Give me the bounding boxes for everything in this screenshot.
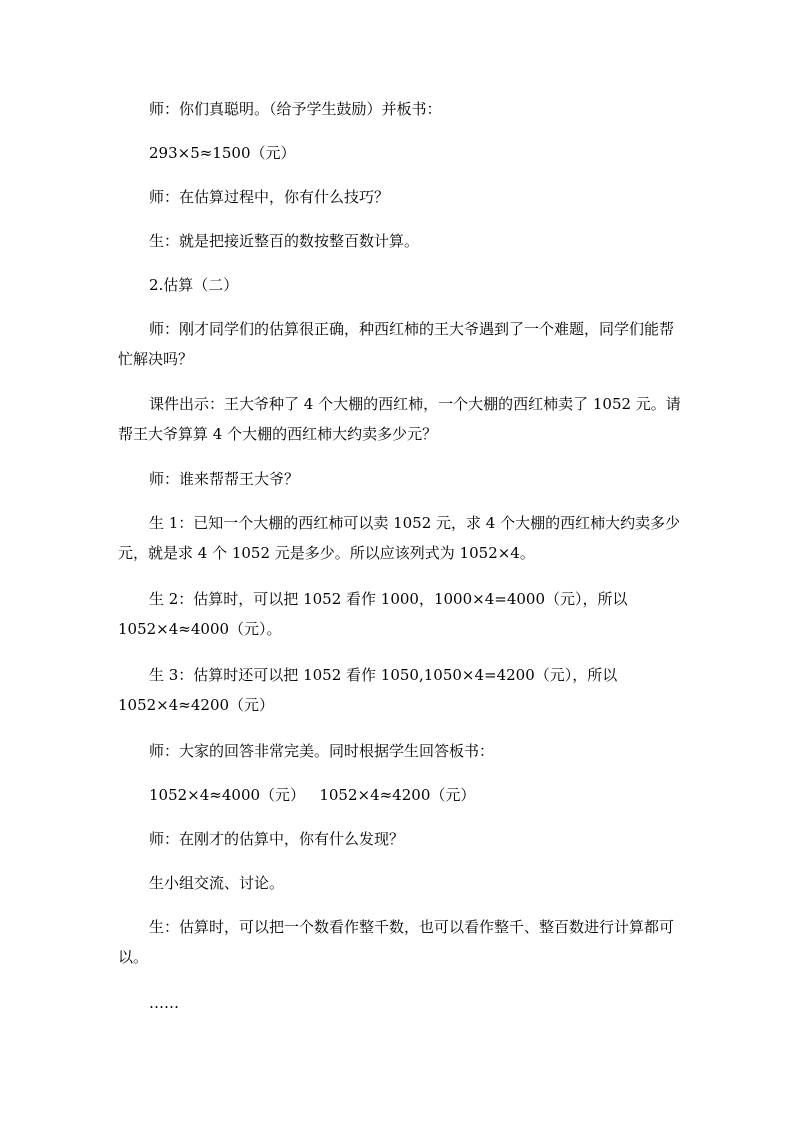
paragraph-teacher-discovery-question: 师：在刚才的估算中，你有什么发现？ <box>149 830 405 848</box>
paragraph-student-3: 生 3：估算时还可以把 1052 看作 1050,1050×4=4200（元），所以 1052×4≈4200（元） <box>118 666 618 714</box>
paragraph-teacher-technique-question: 师：在估算过程中，你有什么技巧？ <box>149 188 390 206</box>
paragraph-board-equations-2: 1052×4≈4000（元） 1052×4≈4200（元） <box>149 786 476 804</box>
paragraph-board-equation-1: 293×5≈1500（元） <box>149 144 296 162</box>
paragraph-teacher-who-helps: 师：谁来帮帮王大爷？ <box>149 470 300 488</box>
paragraph-student-conclusion: 生：估算时，可以把一个数看作整千数，也可以看作整千、整百数进行计算都可以。 <box>118 918 675 966</box>
paragraph-teacher-praise: 师：你们真聪明。（给予学生鼓励）并板书： <box>149 100 442 118</box>
paragraph-teacher-problem-intro: 师：刚才同学们的估算很正确，种西红柿的王大爷遇到了一个难题，同学们能帮忙解决吗？ <box>118 320 675 368</box>
section-heading-estimation-2: 2.估算（二） <box>149 276 239 294</box>
paragraph-teacher-praise-board: 师：大家的回答非常完美。同时根据学生回答板书： <box>149 742 495 760</box>
paragraph-courseware-problem: 课件出示：王大爷种了 4 个大棚的西红柿，一个大棚的西红柿卖了 1052 元。请帮王大爷算算 4 个大棚的西红柿大约卖多少元？ <box>118 395 681 443</box>
paragraph-student-1: 生 1：已知一个大棚的西红柿可以卖 1052 元，求 4 个大棚的西红柿大约卖多少元，就是求 4 个 1052 元是多少。所以应该列式为 1052×4。 <box>118 514 681 562</box>
paragraph-student-technique-answer: 生：就是把接近整百的数按整百数计算。 <box>149 232 420 250</box>
ellipsis-continuation: …… <box>149 994 179 1012</box>
paragraph-student-2: 生 2：估算时，可以把 1052 看作 1000，1000×4=4000（元），所以 1052×4≈4000（元）。 <box>118 590 628 638</box>
paragraph-group-discussion: 生小组交流、讨论。 <box>149 874 285 892</box>
